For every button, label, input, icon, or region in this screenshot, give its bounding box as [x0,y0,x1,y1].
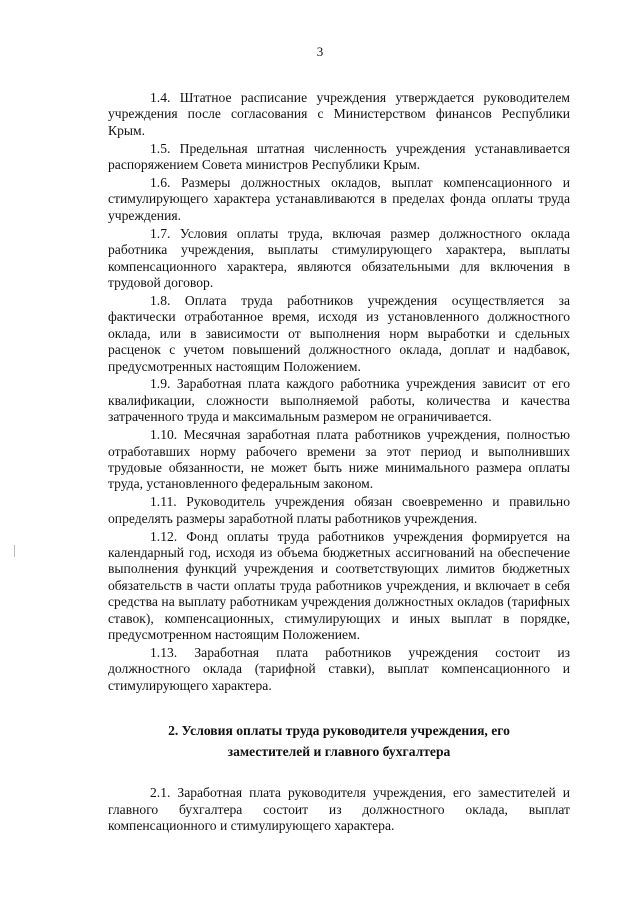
document-body [108,90,570,836]
paragraph-1-4: 1.4. Штатное расписание учреждения утверждается руководителем учреждения после согласования с Министерством финансов Республики Крым. [108,90,570,138]
page-number: 3 [316,44,324,59]
paragraph-1-10: 1.10. Месячная заработная плата работников учреждения, полностью отработавших норму рабочего времени за этот период и выполнивших трудовые обязанности, не может быть ниже минимального размера оплаты труда, установленного федеральным законом. [108,427,570,492]
section-heading-line-1: 2. Условия оплаты труда руководителя учреждения, его [168,723,510,739]
paragraph-1-9: 1.9. Заработная плата каждого работника учреждения зависит от его квалификации, сложности выполняемой работы, количества и качества затраченного труда и максимальным размером не ограничивается. [108,376,570,425]
margin-mark [14,545,15,557]
section-heading-line-2: заместителей и главного бухгалтера [227,744,451,760]
paragraph-2-1: 2.1. Заработная плата руководителя учреждения, его заместителей и главного бухгалтера состоит из должностного оклада, выплат компенсационного и стимулирующего характера. [108,785,570,833]
paragraph-1-7: 1.7. Условия оплаты труда, включая размер должностного оклада работника учреждения, выплаты стимулирующего характера, выплаты компенсационного характера, являются обязательными для включения в трудовой договор. [108,225,570,290]
paragraph-1-5: 1.5. Предельная штатная численность учреждения устанавливается распоряжением Совета министров Республики Крым. [108,140,570,173]
paragraph-1-8: 1.8. Оплата труда работников учреждения осуществляется за фактически отработанное время, исходя из установленного должностного оклада, или в зависимости от выполнения норм выработки и сдельных расценок с учетом повышений должностного оклада, доплат и надбавок, предусмотренных настоящим Положением. [108,292,570,374]
paragraph-1-11: 1.11. Руководитель учреждения обязан своевременно и правильно определять размеры заработной платы работников учреждения. [108,494,570,526]
paragraph-1-6: 1.6. Размеры должностных окладов, выплат компенсационного и стимулирующего характера устанавливаются в пределах фонда оплаты труда учреждения. [108,175,570,223]
section-heading [108,720,570,762]
paragraph-1-13: 1.13. Заработная плата работников учреждения состоит из должностного оклада (тарифной ставки), выплат компенсационного и стимулирующего характера. [108,644,570,693]
paragraph-1-12: 1.12. Фонд оплаты труда работников учреждения формируется на календарный год, исходя из объема бюджетных ассигнований на обеспечение выполнения функций учреждения и соответствующих лимитов бюджетных обязательств в части оплаты труда работников учреждения, и включает в себя средства на выплату работникам учреждения должностных окладов (тарифных ставок), компенсационных, стимулирующих и иных выплат в порядке, предусмотренном настоящим Положением. [108,528,570,642]
